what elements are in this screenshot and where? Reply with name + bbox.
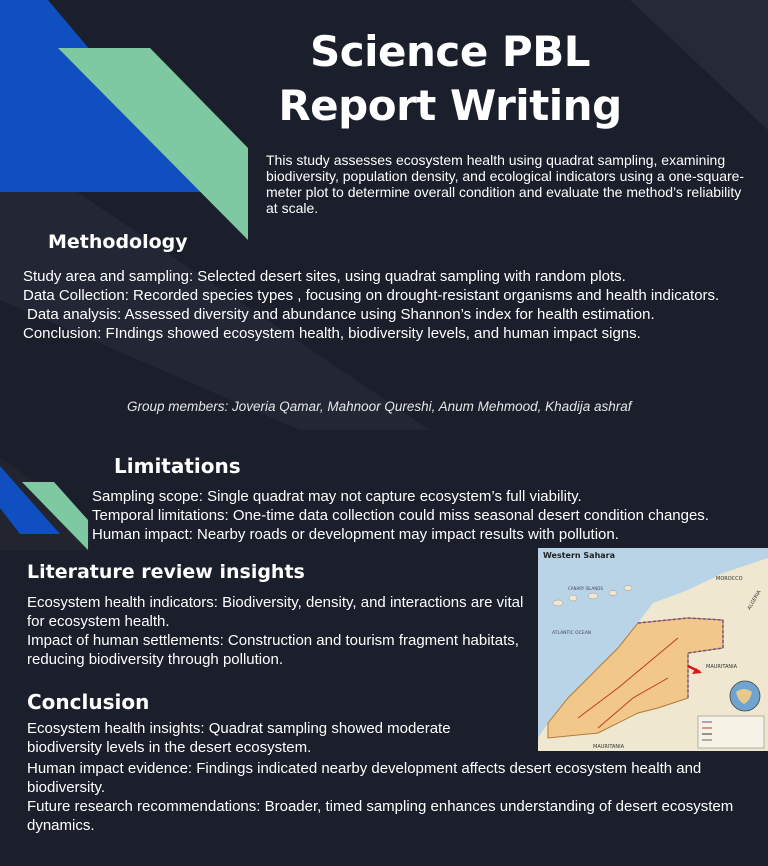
limitations-line: Sampling scope: Single quadrat may not capture ecosystem’s full viability. [92,488,582,505]
map-title: Western Sahara [543,551,615,560]
page-title-line-1: Science PBL [310,27,590,76]
map-label-canary: CANARY ISLANDS [568,586,603,591]
conclusion-body [27,719,497,757]
western-sahara-map [538,548,768,751]
conclusion-line: Future research recommendations: Broader, timed sampling enhances understanding of desert ecosystem dynamics. [27,798,734,834]
methodology-heading: Methodology [48,231,188,253]
conclusion-heading: Conclusion [27,690,150,714]
conclusion-line: Ecosystem health insights: Quadrat sampling showed moderate biodiversity levels in the desert ecosystem. [27,720,451,756]
map-label-mauritania: MAURITANIA [593,744,625,750]
methodology-body [23,267,723,343]
methodology-line: Data Collection: Recorded species types , focusing on drought-resistant organisms and health indicators. [23,287,720,304]
map-label-mauritania: MAURITANIA [706,664,738,670]
literature-line: Ecosystem health indicators: Biodiversity, density, and interactions are vital for ecosystem health. [27,594,524,630]
island [624,586,632,591]
literature-line: Impact of human settlements: Construction and tourism fragment habitats, reducing biodiversity through pollution. [27,632,519,668]
island [588,593,598,599]
island [609,591,617,596]
map-label-morocco: MOROCCO [716,576,743,582]
map-label-algeria: ALGERIA [746,589,763,611]
literature-body [27,593,527,669]
limitations-line: Human impact: Nearby roads or development may impact results with pollution. [92,526,619,543]
island [569,595,577,601]
group-members: Group members: Joveria Qamar, Mahnoor Qureshi, Anum Mehmood, Khadija ashraf [127,399,632,414]
methodology-line: Data analysis: Assessed diversity and abundance using Shannon’s index for health estimation. [27,306,655,323]
conclusion-body [27,759,747,835]
map-legend [698,716,764,748]
literature-heading: Literature review insights [27,561,305,583]
intro-paragraph: This study assesses ecosystem health using quadrat sampling, examining biodiversity, population density, and ecological indicators using a one-square-meter plot to determine overall condition and evaluate the method’s reliability at scale. [266,152,745,216]
map-graphic [538,548,768,751]
limitations-heading: Limitations [114,454,241,478]
methodology-line: Study area and sampling: Selected desert sites, using quadrat sampling with random plots. [23,268,626,285]
methodology-line: Conclusion: FIndings showed ecosystem health, biodiversity levels, and human impact signs. [23,325,641,342]
page-title-line-2: Report Writing [278,81,622,130]
limitations-body [92,487,762,544]
map-label-ocean: ATLANTIC OCEAN [552,631,592,636]
limitations-line: Temporal limitations: One-time data collection could miss seasonal desert condition changes. [92,507,709,524]
island [553,600,563,606]
conclusion-line: Human impact evidence: Findings indicated nearby development affects desert ecosystem health and biodiversity. [27,760,702,796]
